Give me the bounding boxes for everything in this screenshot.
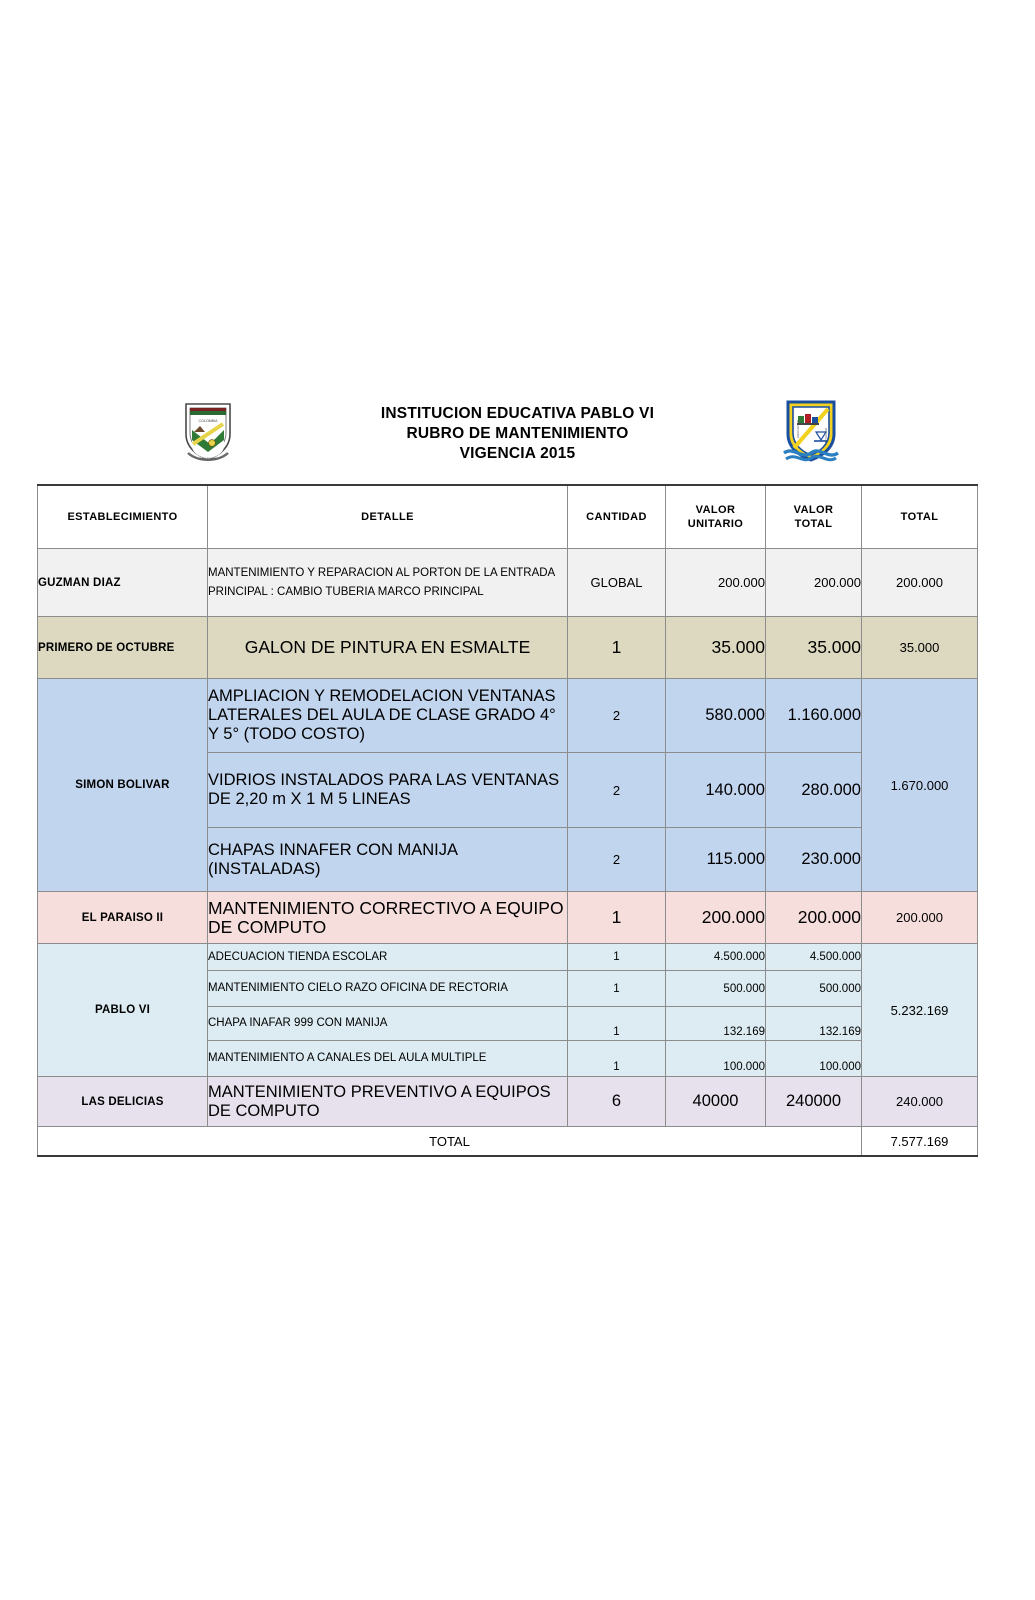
cell-cantidad: 1 xyxy=(568,892,666,944)
cell-establecimiento: LAS DELICIAS xyxy=(38,1077,208,1127)
cell-cantidad: 2 xyxy=(568,828,666,892)
cell-detalle: VIDRIOS INSTALADOS PARA LAS VENTANAS DE 2,20 m X 1 M 5 LINEAS xyxy=(208,753,568,828)
school-shield-logo xyxy=(780,398,842,469)
col-header-total: TOTAL xyxy=(862,485,978,549)
cell-detalle: AMPLIACION Y REMODELACION VENTANAS LATERALES DEL AULA DE CLASE GRADO 4° Y 5° (TODO COSTO) xyxy=(208,679,568,753)
grand-total-label: TOTAL xyxy=(38,1127,862,1157)
table-row xyxy=(38,617,978,679)
cell-valor-unitario: 200.000 xyxy=(666,549,766,617)
cell-group-total: 200.000 xyxy=(862,892,978,944)
cell-valor-total: 240000 xyxy=(766,1077,862,1127)
cell-group-total: 240.000 xyxy=(862,1077,978,1127)
cell-valor-total: 500.000 xyxy=(766,971,862,1007)
document-header xyxy=(0,398,1035,468)
cell-valor-total: 230.000 xyxy=(766,828,862,892)
cell-group-total: 35.000 xyxy=(862,617,978,679)
svg-text:EDUCACION: EDUCACION xyxy=(795,419,800,438)
maintenance-budget-table xyxy=(37,484,978,1157)
col-header-detalle: DETALLE xyxy=(208,485,568,549)
cell-establecimiento: GUZMAN DIAZ xyxy=(38,549,208,617)
cell-valor-unitario: 115.000 xyxy=(666,828,766,892)
cell-valor-total: 280.000 xyxy=(766,753,862,828)
cell-valor-unitario: 35.000 xyxy=(666,617,766,679)
cell-detalle: ADECUACION TIENDA ESCOLAR xyxy=(208,944,568,971)
table-header xyxy=(38,485,978,549)
svg-text:DISCIPLINA: DISCIPLINA xyxy=(823,428,828,445)
cell-valor-total: 200.000 xyxy=(766,892,862,944)
cell-valor-unitario: 4.500.000 xyxy=(666,944,766,971)
cell-valor-unitario: 580.000 xyxy=(666,679,766,753)
cell-cantidad: 2 xyxy=(568,679,666,753)
table-header-row xyxy=(38,485,978,549)
col-header-valor-unitario: VALOR UNITARIO xyxy=(666,485,766,549)
cell-valor-total: 4.500.000 xyxy=(766,944,862,971)
table-total-row xyxy=(38,1127,978,1157)
table-row xyxy=(38,944,978,971)
cell-detalle: GALON DE PINTURA EN ESMALTE xyxy=(208,617,568,679)
cell-cantidad: 1 xyxy=(568,944,666,971)
page-title xyxy=(168,404,868,464)
cell-valor-unitario: 140.000 xyxy=(666,753,766,828)
cell-cantidad: 1 xyxy=(568,1007,666,1041)
cell-detalle: MANTENIMIENTO A CANALES DEL AULA MULTIPLE xyxy=(208,1041,568,1077)
cell-valor-unitario: 100.000 xyxy=(666,1041,766,1077)
cell-establecimiento: EL PARAISO II xyxy=(38,892,208,944)
cell-valor-unitario: 500.000 xyxy=(666,971,766,1007)
cell-detalle: CHAPA INAFAR 999 CON MANIJA xyxy=(208,1007,568,1041)
cell-cantidad: 1 xyxy=(568,971,666,1007)
table-row xyxy=(38,892,978,944)
table-body xyxy=(38,549,978,1157)
cell-cantidad: 1 xyxy=(568,1041,666,1077)
title-line-3: VIGENCIA 2015 xyxy=(459,445,576,462)
cell-group-total: 5.232.169 xyxy=(862,944,978,1077)
col-header-establecimiento: ESTABLECIMIENTO xyxy=(38,485,208,549)
cell-cantidad: 2 xyxy=(568,753,666,828)
cell-valor-unitario: 132.169 xyxy=(666,1007,766,1041)
table-row xyxy=(38,1077,978,1127)
cell-valor-total: 35.000 xyxy=(766,617,862,679)
cell-establecimiento: SIMON BOLIVAR xyxy=(38,679,208,892)
table-row xyxy=(38,679,978,753)
cell-cantidad: 6 xyxy=(568,1077,666,1127)
cell-detalle: CHAPAS INNAFER CON MANIJA (INSTALADAS) xyxy=(208,828,568,892)
table-row xyxy=(38,549,978,617)
cell-valor-unitario: 40000 xyxy=(666,1077,766,1127)
col-header-valor-total: VALOR TOTAL xyxy=(766,485,862,549)
cell-detalle: MANTENIMIENTO CORRECTIVO A EQUIPO DE COMPUTO xyxy=(208,892,568,944)
svg-text:COLOMBIA: COLOMBIA xyxy=(198,419,217,423)
cell-valor-total: 132.169 xyxy=(766,1007,862,1041)
cell-group-total: 200.000 xyxy=(862,549,978,617)
cell-detalle: MANTENIMIENTO CIELO RAZO OFICINA DE RECTORIA xyxy=(208,971,568,1007)
cell-detalle: MANTENIMIENTO Y REPARACION AL PORTON DE LA ENTRADA PRINCIPAL : CAMBIO TUBERIA MARCO PRINCIPAL xyxy=(208,549,568,617)
cell-cantidad: 1 xyxy=(568,617,666,679)
svg-text:LA UNION: LA UNION xyxy=(199,457,216,461)
cell-valor-total: 100.000 xyxy=(766,1041,862,1077)
cell-establecimiento: PABLO VI xyxy=(38,944,208,1077)
cell-detalle: MANTENIMIENTO PREVENTIVO A EQUIPOS DE COMPUTO xyxy=(208,1077,568,1127)
title-line-1: INSTITUCION EDUCATIVA PABLO VI xyxy=(380,405,655,422)
cell-valor-total: 1.160.000 xyxy=(766,679,862,753)
title-line-2: RUBRO DE MANTENIMIENTO xyxy=(406,425,629,442)
cell-group-total: 1.670.000 xyxy=(862,679,978,892)
cell-cantidad: GLOBAL xyxy=(568,549,666,617)
col-header-cantidad: CANTIDAD xyxy=(568,485,666,549)
cell-establecimiento: PRIMERO DE OCTUBRE xyxy=(38,617,208,679)
cell-valor-unitario: 200.000 xyxy=(666,892,766,944)
grand-total-value: 7.577.169 xyxy=(862,1127,978,1157)
cell-valor-total: 200.000 xyxy=(766,549,862,617)
